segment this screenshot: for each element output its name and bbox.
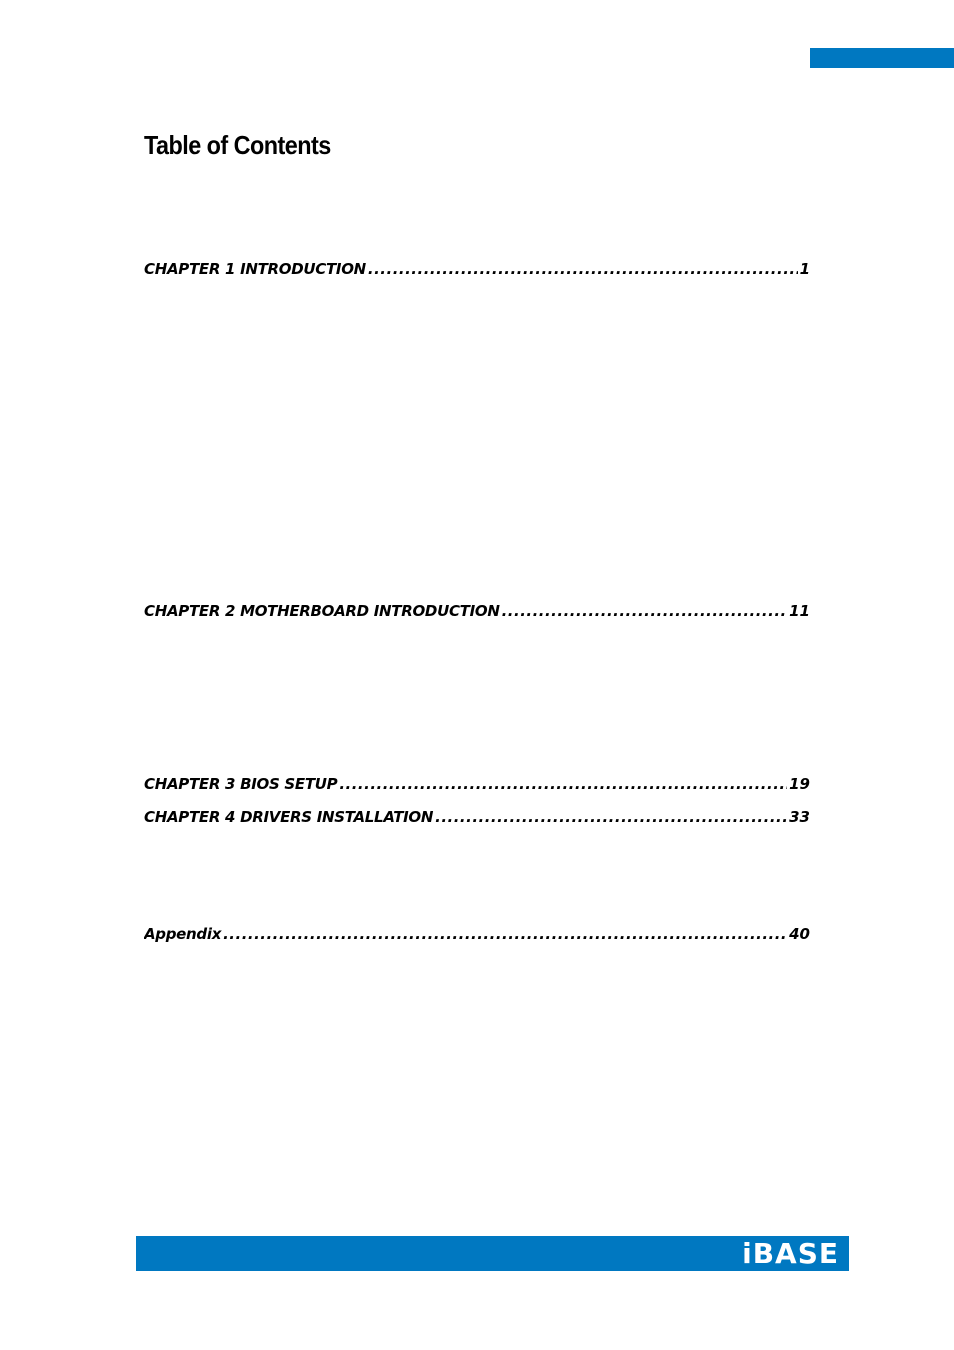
- toc-entry-page: 33: [789, 808, 810, 826]
- toc-entry-label: CHAPTER 1 INTRODUCTION: [144, 260, 366, 278]
- toc-entry-chapter-3[interactable]: [144, 773, 810, 795]
- toc-entry-appendix[interactable]: [144, 923, 810, 945]
- toc-entry-label: CHAPTER 3 BIOS SETUP: [144, 775, 338, 793]
- toc-entry-label: Appendix: [144, 925, 222, 943]
- toc-entry-label: CHAPTER 2 MOTHERBOARD INTRODUCTION: [144, 602, 500, 620]
- toc-entry-page: 19: [789, 775, 810, 793]
- toc-dot-leader: [502, 600, 788, 622]
- brand-logo: iBASE: [742, 1237, 839, 1270]
- toc-dot-leader: [368, 258, 798, 280]
- footer-bar: [136, 1236, 849, 1271]
- toc-entry-page: 1: [799, 260, 810, 278]
- toc-entry-label: CHAPTER 4 DRIVERS INSTALLATION: [144, 808, 434, 826]
- page-title: Table of Contents: [144, 130, 331, 160]
- toc-entry-chapter-4[interactable]: [144, 806, 810, 828]
- toc-entry-chapter-2[interactable]: [144, 600, 810, 622]
- toc-dot-leader: [223, 923, 787, 945]
- toc-entry-page: 40: [789, 925, 810, 943]
- toc-entry-page: 11: [789, 602, 810, 620]
- toc-dot-leader: [339, 773, 787, 795]
- header-accent-bar: [810, 48, 954, 68]
- toc-entry-chapter-1[interactable]: [144, 258, 810, 280]
- toc-dot-leader: [435, 806, 787, 828]
